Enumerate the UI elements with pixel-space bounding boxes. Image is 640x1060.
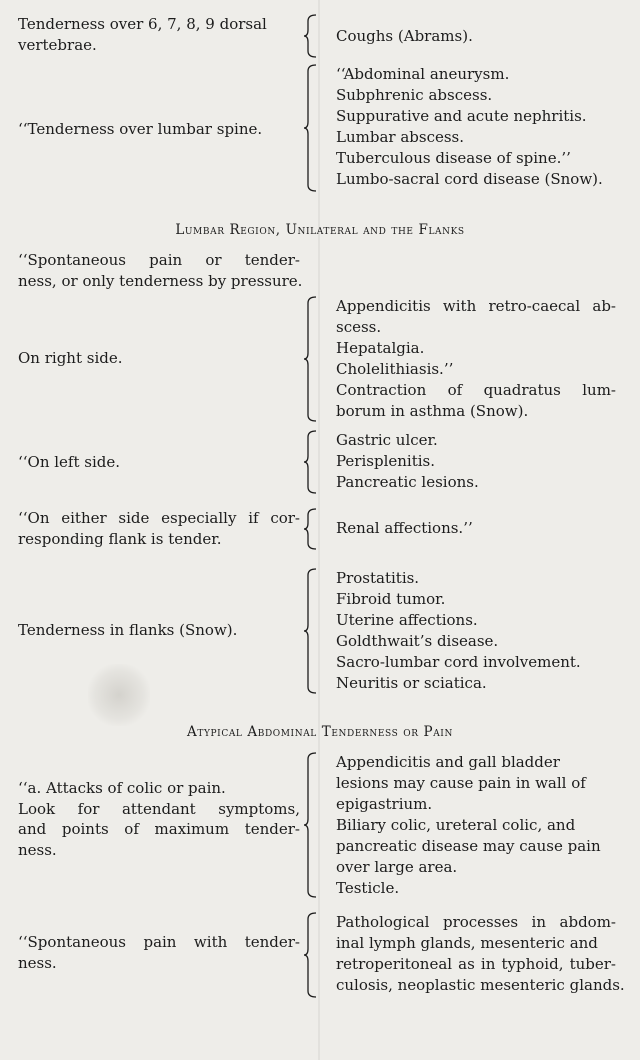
cause-item: Gastric ulcer.: [336, 431, 438, 449]
symptom-line: Look for attendant symptoms,: [18, 799, 300, 818]
cause-item: Subphrenic abscess.: [336, 86, 493, 104]
cause-item: Uterine affections.: [336, 611, 478, 629]
cause-item: Fibroid tumor.: [336, 590, 446, 608]
cause-item: over large area.: [336, 858, 458, 876]
symptom-line: vertebrae.: [18, 35, 97, 54]
symptom-text: [18, 620, 300, 641]
cause-item: scess.: [336, 318, 382, 336]
cause-item: Tuberculous disease of spine.’’: [336, 149, 571, 167]
symptom-text: [18, 932, 300, 973]
symptom-text: [18, 508, 300, 549]
cause-list: [336, 912, 625, 996]
cause-item: Lumbar abscess.: [336, 128, 465, 146]
symptom-line: ness, or only tenderness by pressure.: [18, 271, 303, 290]
cause-item: Appendicitis and gall bladder: [336, 753, 560, 771]
symptom-line: responding flank is tender.: [18, 529, 222, 548]
cause-item: Neuritis or sciatica.: [336, 674, 487, 692]
cause-list: [336, 26, 616, 47]
cause-item: Prostatitis.: [336, 569, 420, 587]
cause-list: [336, 518, 616, 539]
cause-item: Sacro-lumbar cord involvement.: [336, 653, 581, 671]
symptom-line: ‘‘Spontaneous pain with tender-: [18, 933, 300, 951]
cause-item: retroperitoneal as in typhoid, tuber-: [336, 955, 616, 973]
cause-item: ‘‘Abdominal aneurysm.: [336, 65, 510, 83]
brace-icon: [304, 568, 326, 694]
cause-item: Pancreatic lesions.: [336, 473, 479, 491]
symptom-text: [18, 119, 300, 140]
symptom-line: ‘‘On left side.: [18, 453, 121, 471]
symptom-line: ness.: [18, 840, 57, 859]
cause-item: Goldthwait’s disease.: [336, 632, 499, 650]
symptom-line: Tenderness over 6, 7, 8, 9 dorsal: [18, 15, 267, 33]
brace-icon: [304, 430, 326, 494]
cause-item: Lumbo-sacral cord disease (Snow).: [336, 170, 603, 188]
cause-item: Perisplenitis.: [336, 452, 435, 470]
cause-item: Suppurative and acute nephritis.: [336, 107, 587, 125]
cause-list: [336, 568, 616, 694]
cause-item: Contraction of quadratus lum-: [336, 381, 616, 399]
symptom-line: ‘‘Spontaneous pain or tender-: [18, 251, 300, 269]
symptom-text: [18, 452, 300, 473]
symptom-line: and points of maximum tender-: [18, 820, 300, 838]
cause-item: Renal affections.’’: [336, 519, 473, 537]
cause-item: inal lymph glands, mesenteric and: [336, 934, 598, 952]
section-heading-lumbar: Lumbar Region, Unilateral and the Flanks: [175, 222, 465, 238]
cause-list: [336, 296, 616, 422]
brace-icon: [304, 912, 326, 998]
symptom-text: [18, 778, 300, 860]
cause-item: Hepatalgia.: [336, 339, 425, 357]
symptom-line: On right side.: [18, 349, 123, 367]
cause-item: Appendicitis with retro-caecal ab-: [336, 297, 616, 315]
brace-icon: [304, 14, 326, 58]
cause-item: Biliary colic, ureteral colic, and: [336, 816, 576, 834]
symptom-text: [18, 250, 303, 291]
brace-icon: [304, 508, 326, 550]
cause-item: culosis, neoplastic mesenteric glands.: [336, 976, 625, 994]
section-heading-atypical: Atypical Abdominal Tenderness or Pain: [187, 724, 453, 740]
symptom-text: [18, 14, 300, 55]
cause-list: [336, 430, 616, 493]
cause-list: [336, 64, 616, 190]
cause-item: borum in asthma (Snow).: [336, 402, 529, 420]
cause-item: Coughs (Abrams).: [336, 27, 473, 45]
cause-item: Cholelithiasis.’’: [336, 360, 454, 378]
cause-item: lesions may cause pain in wall of: [336, 774, 586, 792]
brace-icon: [304, 64, 326, 192]
cause-item: Testicle.: [336, 879, 400, 897]
symptom-text: [18, 348, 300, 369]
symptom-line: ‘‘a. Attacks of colic or pain.: [18, 779, 226, 797]
cause-list: [336, 752, 616, 899]
symptom-line: ‘‘Tenderness over lumbar spine.: [18, 120, 263, 138]
page-smudge: [88, 664, 150, 726]
symptom-line: ‘‘On either side especially if cor-: [18, 509, 300, 527]
symptom-line: ness.: [18, 953, 57, 972]
brace-icon: [304, 296, 326, 422]
cause-item: Pathological processes in abdom-: [336, 913, 616, 931]
brace-icon: [304, 752, 326, 898]
cause-item: pancreatic disease may cause pain: [336, 837, 601, 855]
symptom-line: Tenderness in flanks (Snow).: [18, 621, 238, 639]
cause-item: epigastrium.: [336, 795, 433, 813]
